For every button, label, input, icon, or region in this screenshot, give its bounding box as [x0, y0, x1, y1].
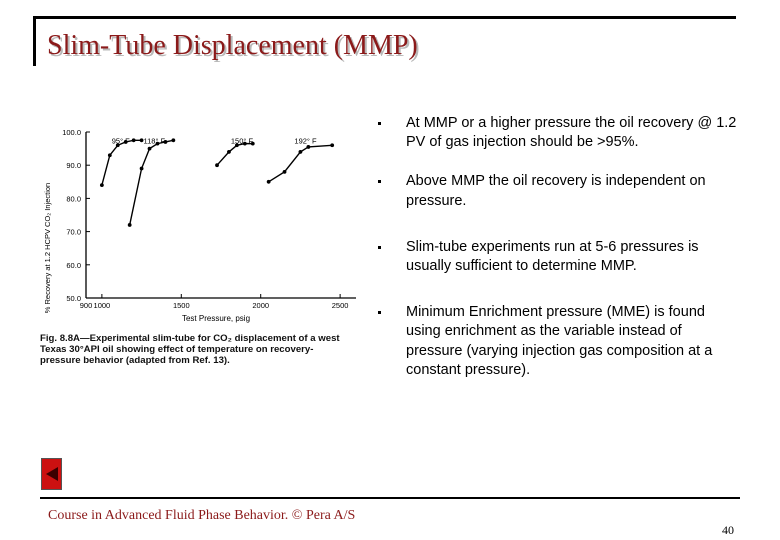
caption-label: Fig. 8.8A [40, 333, 80, 344]
bullet-item [378, 238, 738, 276]
back-button[interactable] [41, 458, 62, 490]
series-label: 95° F [111, 136, 130, 146]
y-tick-label: 90.0 [66, 161, 81, 171]
bullet-marker [378, 311, 381, 314]
series-line [102, 140, 142, 185]
figure [36, 118, 366, 378]
y-tick-label: 80.0 [66, 194, 81, 204]
left-rule [33, 16, 36, 66]
x-tick-label: 900 [79, 301, 93, 310]
data-point [140, 167, 144, 171]
y-tick-label: 50.0 [66, 294, 81, 303]
data-point [171, 138, 175, 142]
x-tick-label: 2500 [331, 301, 349, 310]
bullet-text: Above MMP the oil recovery is independent on pressure. [406, 173, 706, 209]
y-tick-label: 60.0 [66, 260, 81, 270]
x-axis-label: Test Pressure, psig [181, 314, 251, 323]
data-point [299, 150, 303, 154]
x-tick-label: 1000 [93, 301, 111, 310]
data-point [215, 163, 219, 167]
bullet-item [378, 303, 738, 380]
x-tick-label: 2000 [252, 301, 270, 310]
y-tick-label: 70.0 [66, 227, 81, 237]
data-point [227, 150, 231, 154]
data-point [128, 223, 132, 227]
bullet-text: At MMP or a higher pressure the oil recovery @ 1.2 PV of gas injection should be >95%. [406, 115, 737, 151]
bullet-list [378, 114, 738, 380]
data-point [283, 170, 287, 174]
series-label: 150° F [230, 136, 254, 146]
data-point [108, 153, 112, 157]
page-number: 40 [722, 523, 734, 537]
data-point [267, 180, 271, 184]
data-point [148, 147, 152, 151]
data-point [306, 145, 310, 149]
x-tick-label: 1500 [172, 301, 190, 310]
series-label: 118° F [143, 136, 166, 146]
triangle-left-icon [45, 466, 59, 482]
recovery-chart [36, 118, 366, 333]
data-point [330, 143, 334, 147]
bullet-marker [378, 122, 381, 125]
bullet-text: Minimum Enrichment pressure (MME) is found using enrichment as the variable instead of pressure (varying injection gas composition at a constant pressure). [406, 304, 713, 378]
bullet-text: Slim-tube experiments run at 5-6 pressures is usually sufficient to determine MMP. [406, 238, 699, 275]
series-label: 192° F [294, 136, 317, 146]
bottom-rule [40, 497, 740, 499]
top-rule [33, 16, 736, 19]
y-tick-label: 100.0 [62, 128, 81, 137]
figure-caption [40, 333, 340, 366]
bullet-item [378, 114, 738, 152]
bullet-marker [378, 180, 381, 183]
series-line [130, 140, 174, 225]
bullet-marker [378, 246, 381, 249]
y-axis-label: % Recovery at 1.2 HCPV CO₂ Injection [43, 182, 52, 314]
caption-text: —Experimental slim-tube for CO₂ displacement of a west Texas 30°API oil showing effect of temperature on recovery-pressure behavior (adapted from Ref. 13). [40, 333, 340, 366]
series-line [217, 144, 253, 166]
data-point [100, 183, 104, 187]
footer-text: Course in Advanced Fluid Phase Behavior. © Pera A/S [48, 508, 356, 523]
bullet-item [378, 172, 738, 210]
slide-title: Slim-Tube Displacement (MMP) [47, 30, 418, 61]
data-point [132, 138, 136, 142]
